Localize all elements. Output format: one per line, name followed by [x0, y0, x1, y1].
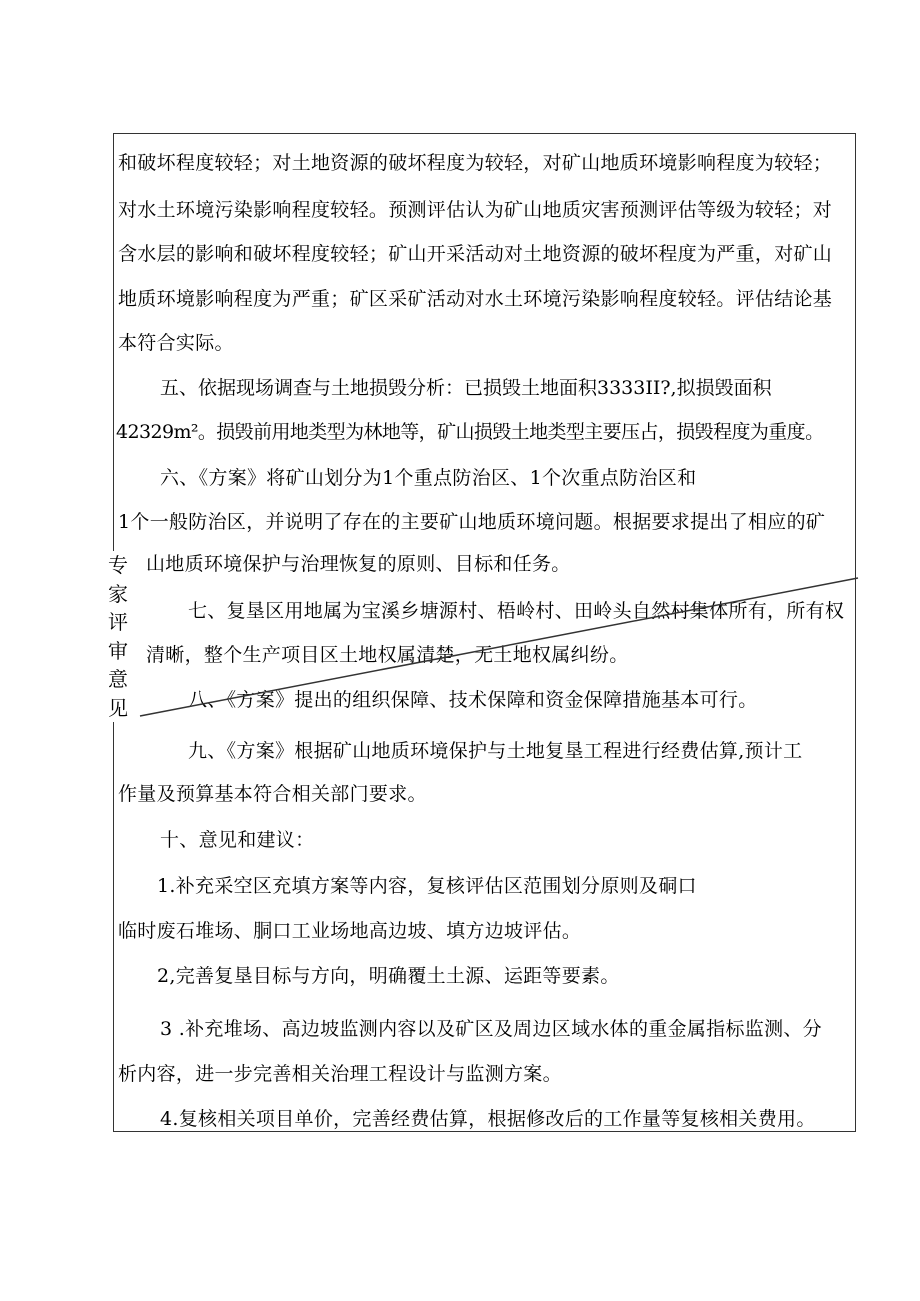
text-line: 山地质环境保护与治理恢复的原则、目标和任务。 [146, 553, 571, 575]
text-line: 十、意见和建议： [160, 829, 315, 851]
text-line: 对水土环境污染影响程度较轻。预测评估认为矿山地质灾害预测评估等级为较轻；对 [118, 199, 833, 221]
text-line: 1.补充采空区充填方案等内容，复核评估区范围划分原则及硐口 [157, 875, 697, 897]
text-line: 临时废石堆场、胴口工业场地高边坡、填方边坡评估。 [118, 920, 582, 942]
text-line: 1个一般防治区，并说明了存在的主要矿山地质环境问题。根据要求提出了相应的矿 [118, 511, 826, 533]
text-line: 六、《方案》将矿山划分为1个重点防治区、1个次重点防治区和 [160, 467, 697, 489]
text-line: 八、《方案》提出的组织保障、技术保障和资金保障措施基本可行。 [188, 689, 758, 711]
side-label-char: 评 [108, 610, 128, 634]
side-label-char: 意 [108, 667, 128, 691]
text-line: 五、依据现场调查与土地损毁分析：已损毁土地面积3333II?,拟损毁面积 [160, 377, 772, 399]
side-label-char: 审 [108, 638, 128, 663]
text-line: 九、《方案》根据矿山地质环境保护与土地复垦工程进行经费估算,预计工 [188, 740, 803, 762]
side-label-char: 见 [108, 695, 128, 720]
side-label-char: 专 [108, 553, 128, 577]
text-line: 析内容，进一步完善相关治理工程设计与监测方案。 [118, 1063, 562, 1085]
text-line: 七、复垦区用地属为宝溪乡塘源村、梧岭村、田岭头自然村集体所有，所有权 [188, 600, 845, 622]
side-label-char: 家 [108, 581, 128, 606]
text-line: 清晰，整个生产项目区土地权属清楚，无土地权属纠纷。 [146, 644, 629, 666]
text-line: 42329m²。损毁前用地类型为林地等，矿山损毁土地类型主要压占，损毁程度为重度。 [116, 421, 824, 443]
text-line: 作量及预算基本符合相关部门要求。 [118, 783, 427, 805]
text-line: 2,完善复垦目标与方向，明确覆土土源、运距等要素。 [157, 965, 620, 987]
text-line: 含水层的影响和破坏程度较轻；矿山开采活动对土地资源的破坏程度为严重，对矿山 [118, 243, 833, 265]
text-line: 和破坏程度较轻；对土地资源的破坏程度为较轻，对矿山地质环境影响程度为较轻； [118, 152, 833, 174]
text-line: 3 .补充堆场、高边坡监测内容以及矿区及周边区域水体的重金属指标监测、分 [160, 1018, 822, 1040]
text-line: 4.复核相关项目单价，完善经费估算，根据修改后的工作量等复核相关费用。 [160, 1108, 816, 1130]
text-line: 地质环境影响程度为严重；矿区采矿活动对水土环境污染影响程度较轻。评估结论基 [118, 288, 833, 310]
text-line: 本符合实际。 [118, 332, 234, 354]
